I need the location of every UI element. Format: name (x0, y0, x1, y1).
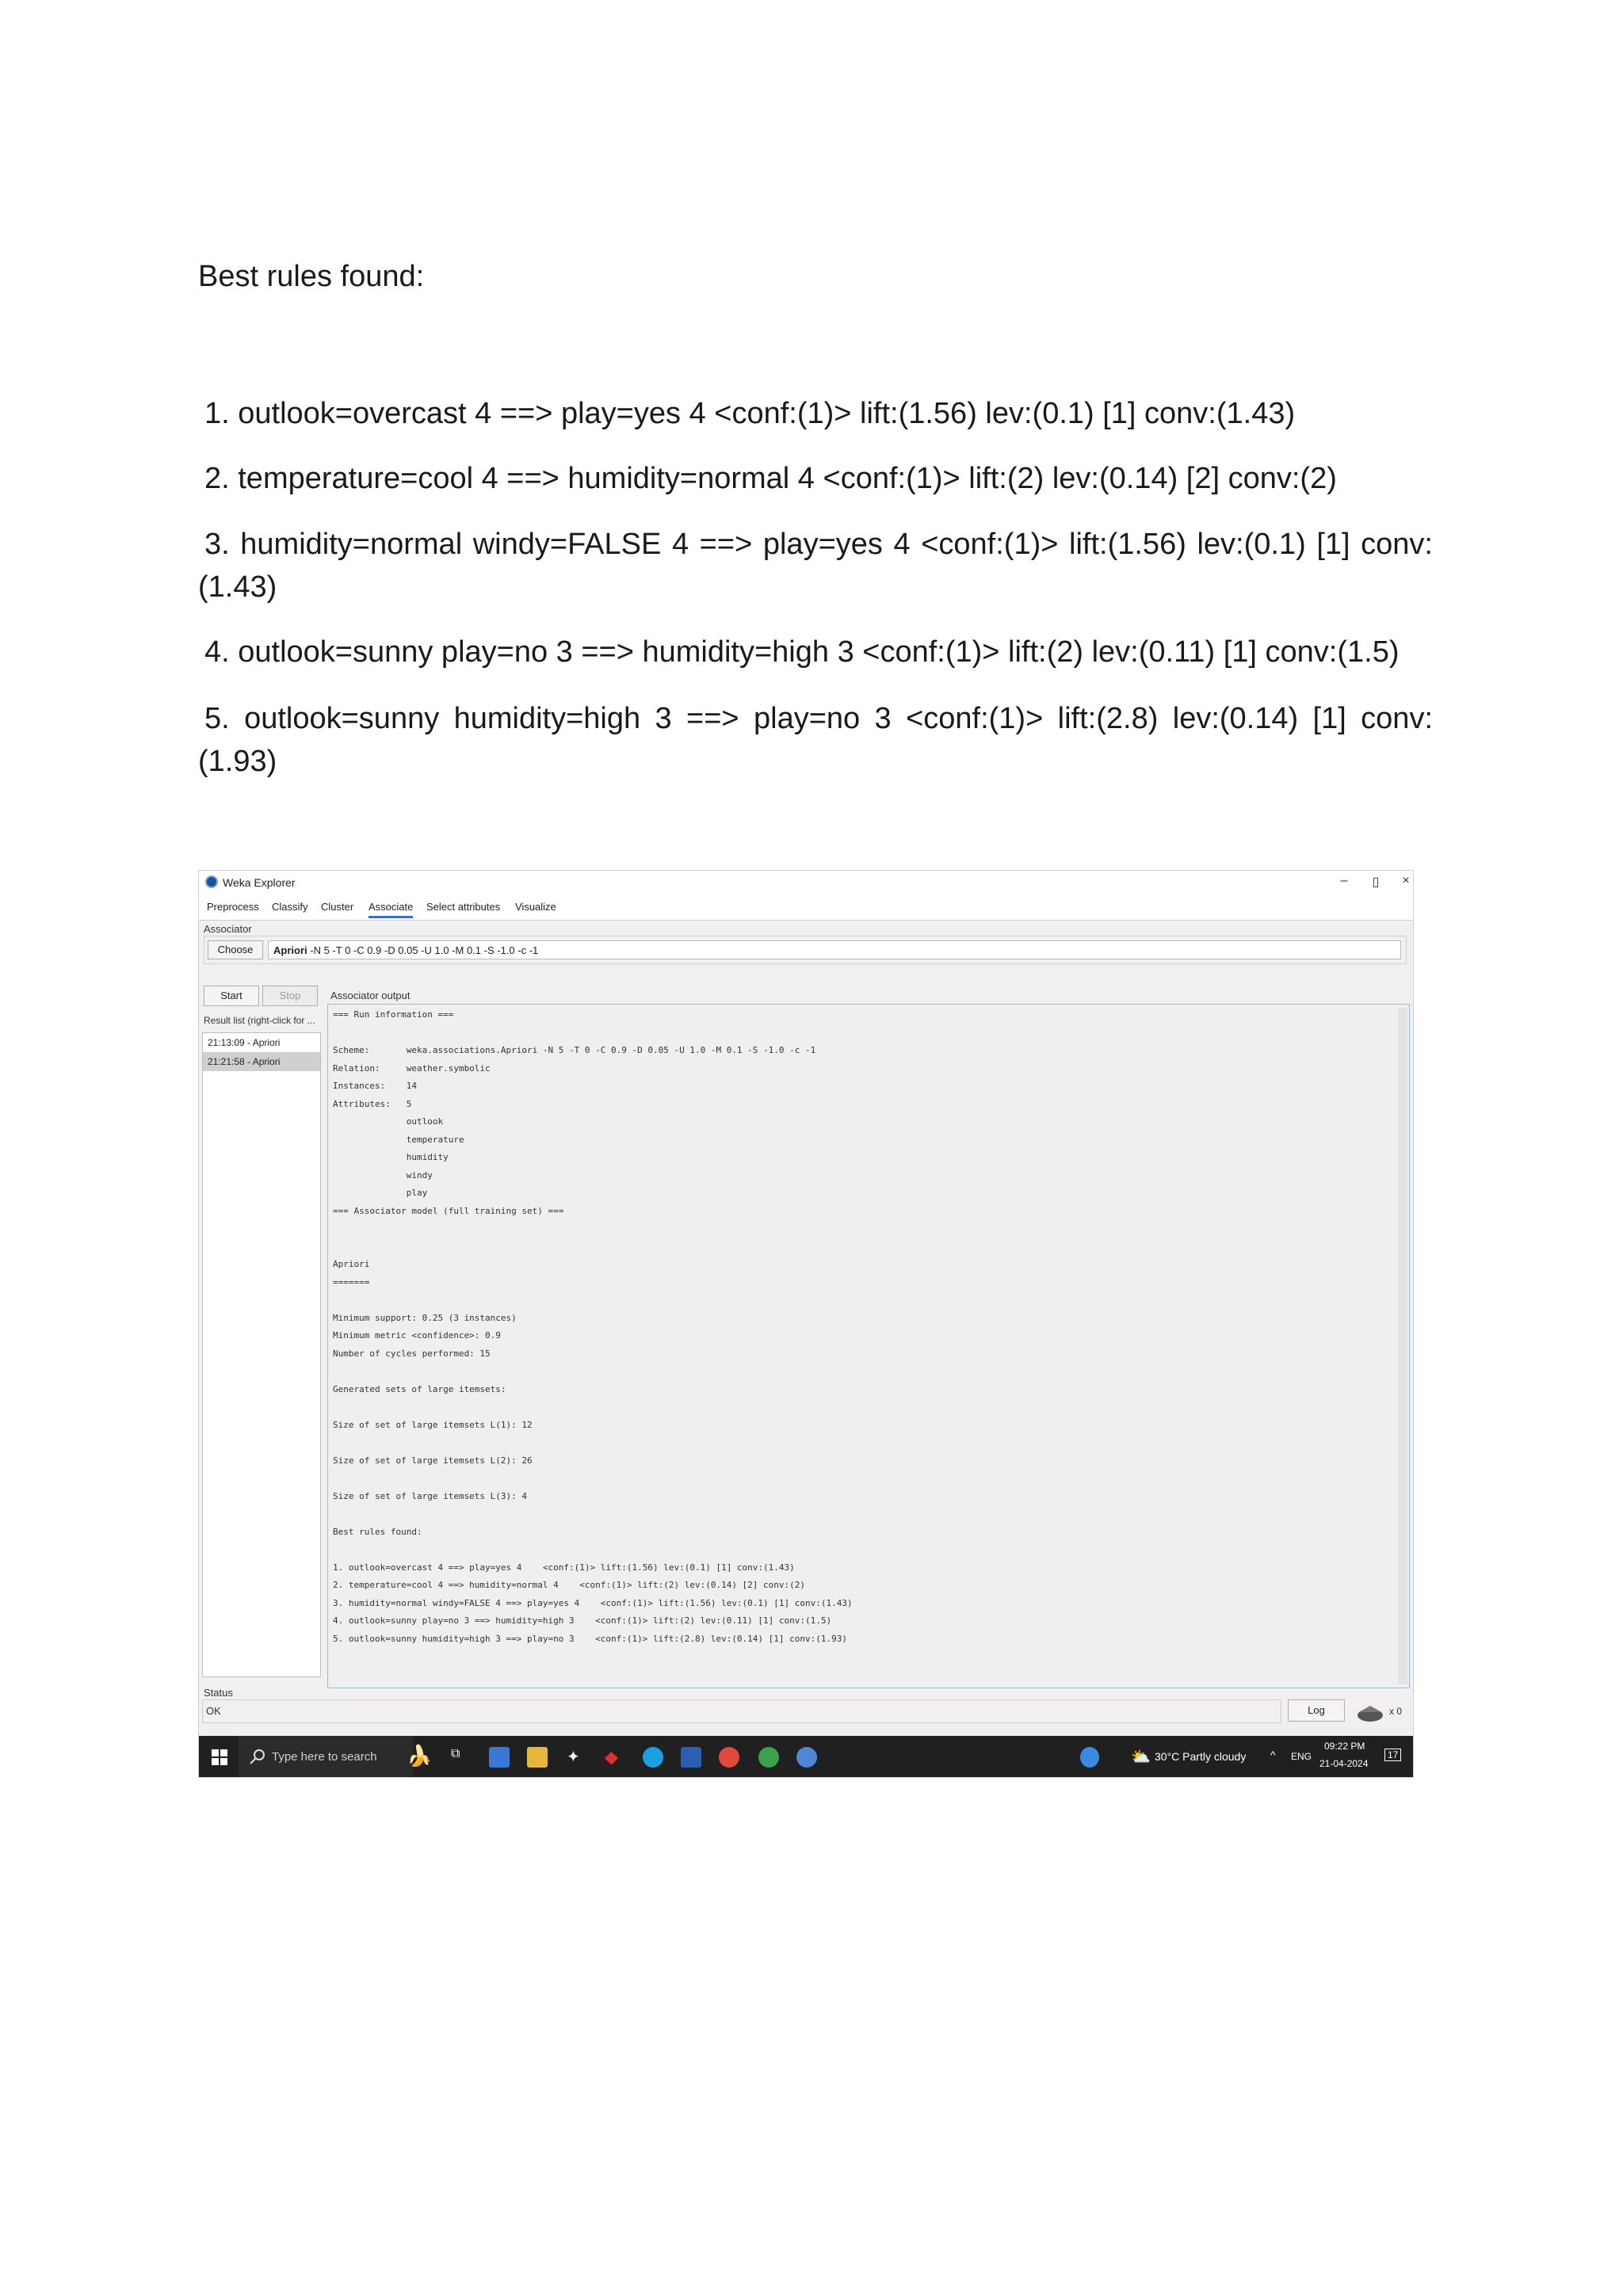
algorithm-arguments: -N 5 -T 0 -C 0.9 -D 0.05 -U 1.0 -M 0.1 -S -1.0 -c -1 (310, 944, 539, 956)
rule-4: 4. outlook=sunny play=no 3 ==> humidity=high 3 <conf:(1)> lift:(2) lev:(0.11) [1] conv:(1.5) (204, 635, 1400, 669)
tab-associate[interactable]: Associate (369, 901, 413, 918)
associator-output[interactable] (327, 1004, 1410, 1688)
chrome-icon[interactable] (719, 1747, 739, 1768)
language-indicator[interactable]: ENG (1291, 1751, 1312, 1762)
weka-explorer-screenshot (198, 870, 1414, 1778)
search-placeholder: Type here to search (272, 1750, 377, 1764)
start-button[interactable]: Start (204, 986, 259, 1006)
output-text: === Run information === Scheme: weka.associations.Apriori -N 5 -T 0 -C 0.9 -D 0.05 -U 1.0 -M 0.1 -S -1.0 -c -1 Relation: weather.symbolic Instances: 14 Attributes: 5 outlook temperature humidity windy play === Associator model (full training set) === Apriori ======= Minimum support: 0.25 (3 instances) Minimum metric <confidence>: 0.9 Number of cycles performed: 15 Generated sets of large itemsets: Size of set of large itemsets L(1): 12 Size of set of large itemsets L(2): 26 Size of set of large itemsets L(3): 4 Best rules found: 1. outlook=overcast 4 ==> play=yes 4 <conf:(1)> lift:(1.56) lev:(0.1) [1] conv:(1.43) 2. temperature=cool 4 ==> humidity=normal 4 <conf:(1)> lift:(2) lev:(0.14) [2] conv:(2) 3. humidity=normal windy=FALSE 4 ==> play=yes 4 <conf:(1)> lift:(1.56) lev:(0.1) [1] conv:(1.43) 4. outlook=sunny play=no 3 ==> humidity=high 3 <conf:(1)> lift:(2) lev:(0.11) [1] conv:(1.5) 5. outlook=sunny humidity=high 3 ==> play=no 3 <conf:(1)> lift:(2.8) lev:(0.14) [1] conv:(1.93) (333, 1009, 853, 1644)
task-view-icon[interactable]: ⧉ (451, 1747, 460, 1760)
status-value: OK (206, 1705, 221, 1717)
edge-icon[interactable] (643, 1747, 663, 1768)
weka-app-icon (205, 875, 218, 888)
search-icon (250, 1749, 265, 1764)
tray-caret[interactable]: ^ (1270, 1749, 1276, 1761)
log-button[interactable]: Log (1288, 1699, 1345, 1722)
weka-bird-icon (1353, 1701, 1388, 1725)
taskbar-search-box[interactable] (239, 1736, 413, 1778)
x-count: x 0 (1389, 1706, 1403, 1717)
stop-button[interactable]: Stop (262, 986, 318, 1006)
dropbox-icon[interactable]: ✦ (567, 1749, 580, 1766)
help-icon[interactable] (1080, 1747, 1099, 1768)
choose-button[interactable]: Choose (208, 940, 263, 959)
clock-date[interactable]: 21-04-2024 (1319, 1758, 1369, 1769)
rule-2: 2. temperature=cool 4 ==> humidity=normal 4 <conf:(1)> lift:(2) lev:(0.14) [2] conv:(2) (204, 462, 1337, 495)
file-explorer-icon[interactable] (527, 1747, 548, 1768)
tab-bar (199, 894, 1413, 921)
result-list-label: Result list (right-click for ... (204, 1015, 315, 1026)
status-bar (202, 1699, 1281, 1723)
page-heading: Best rules found: (198, 260, 425, 293)
mail-icon[interactable] (489, 1747, 510, 1768)
minimize-button[interactable]: – (1340, 874, 1348, 887)
rule-5: 5. outlook=sunny humidity=high 3 ==> play=no 3 <conf:(1)> lift:(2.8) lev:(0.14) [1] conv:(1.93) (198, 702, 1433, 778)
tab-select-attributes[interactable]: Select attributes (426, 901, 501, 913)
maximize-button[interactable]: ▯ (1372, 875, 1380, 889)
chrome-profile-icon[interactable] (758, 1747, 779, 1768)
result-item[interactable]: 21:13:09 - Apriori (208, 1037, 281, 1048)
notifications-icon[interactable]: 17 (1384, 1749, 1401, 1761)
tab-classify[interactable]: Classify (272, 901, 308, 913)
algorithm-name: Apriori (273, 944, 307, 956)
tab-preprocess[interactable]: Preprocess (207, 901, 259, 913)
weather-text[interactable]: 30°C Partly cloudy (1155, 1750, 1247, 1763)
close-button[interactable]: × (1402, 874, 1410, 887)
clock-time[interactable]: 09:22 PM (1324, 1741, 1365, 1752)
red-app-icon[interactable]: ◆ (605, 1747, 618, 1767)
result-list (202, 1032, 321, 1677)
windows-start-icon[interactable] (212, 1749, 227, 1765)
associator-command-field[interactable] (268, 940, 1401, 959)
associator-label: Associator (204, 923, 252, 935)
taskbar (199, 1736, 1413, 1778)
result-item-selected[interactable]: 21:21:58 - Apriori (203, 1052, 320, 1071)
rule-3: 3. humidity=normal windy=FALSE 4 ==> play=yes 4 <conf:(1)> lift:(1.56) lev:(0.1) [1] conv:(1.43) (198, 528, 1433, 604)
output-scrollbar[interactable] (1398, 1008, 1407, 1684)
title-bar (199, 871, 1413, 894)
fruit-bowl-icon: 🍌 (407, 1744, 433, 1768)
tab-cluster[interactable]: Cluster (321, 901, 354, 913)
weather-icon: ⛅ (1131, 1749, 1151, 1766)
associator-panel (204, 936, 1407, 964)
tab-visualize[interactable]: Visualize (515, 901, 556, 913)
word-icon[interactable] (681, 1747, 701, 1768)
weka-taskbar-icon[interactable] (796, 1747, 817, 1768)
window-title: Weka Explorer (223, 876, 296, 889)
associator-output-label: Associator output (330, 990, 411, 1001)
status-label: Status (204, 1687, 233, 1699)
rule-1: 1. outlook=overcast 4 ==> play=yes 4 <conf:(1)> lift:(1.56) lev:(0.1) [1] conv:(1.43) (204, 397, 1296, 430)
